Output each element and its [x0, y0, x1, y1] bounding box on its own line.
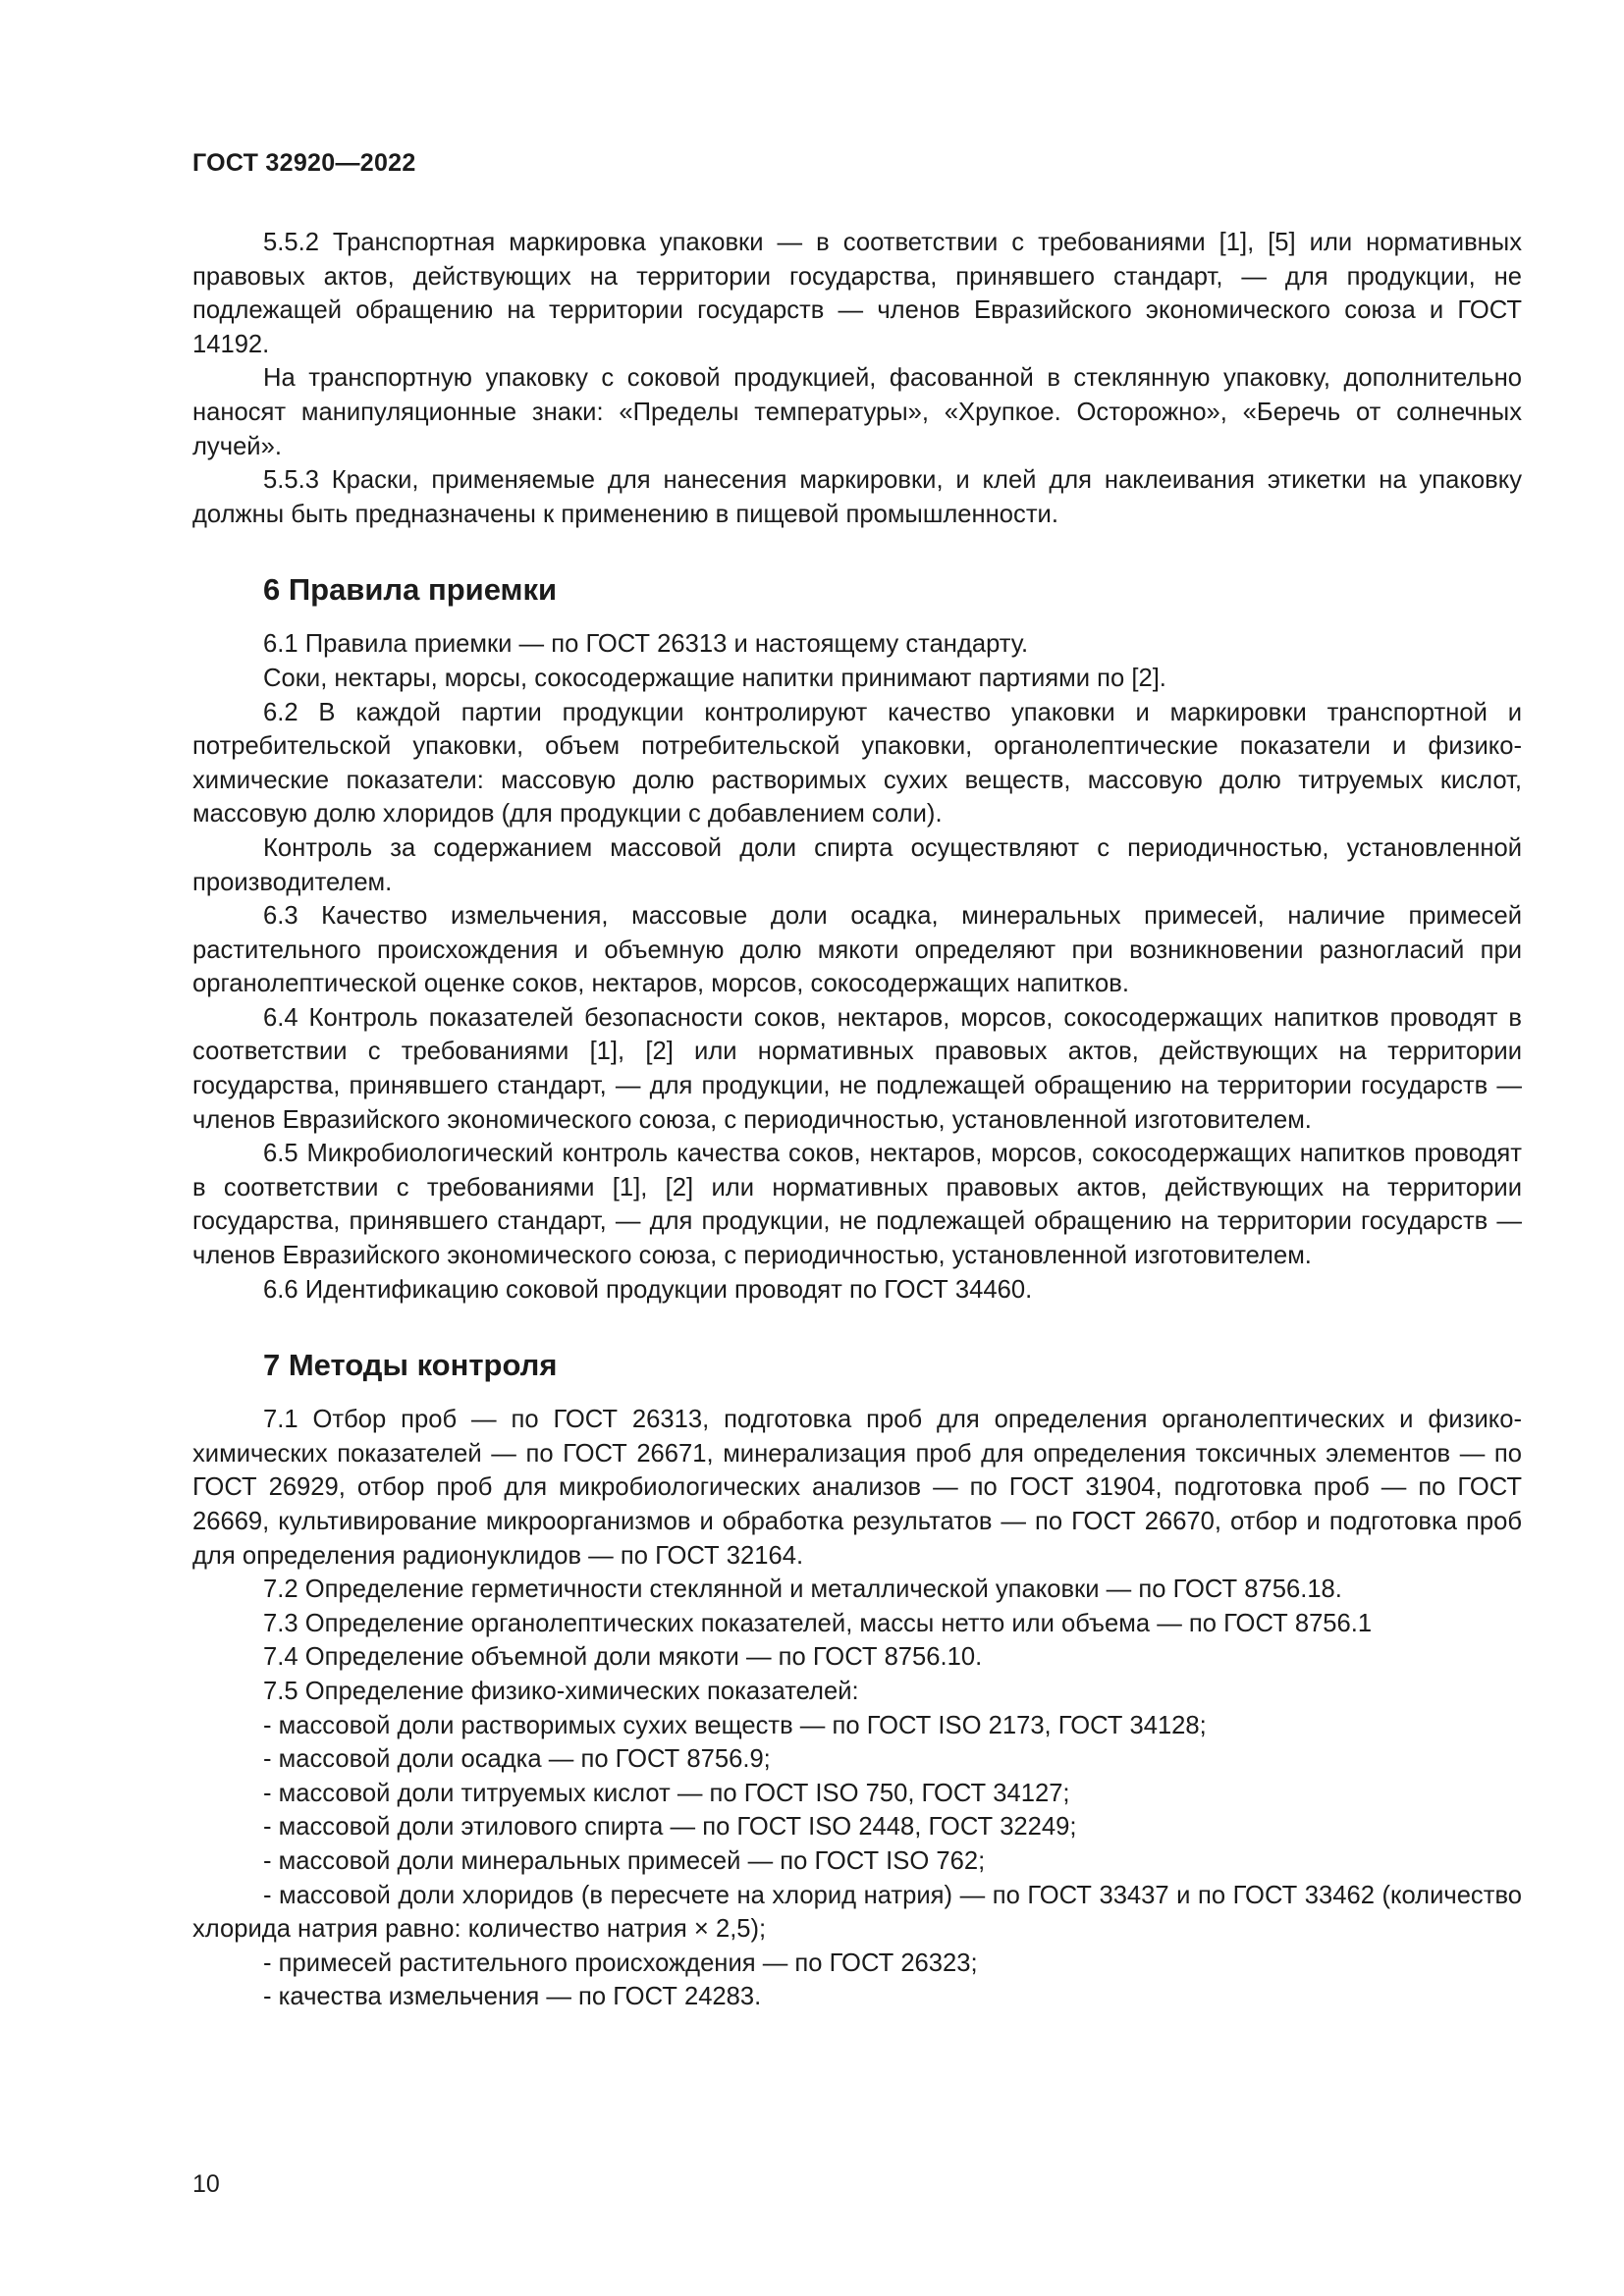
list-item-plant-impurities: - примесей растительного происхождения — по ГОСТ 26323;	[263, 1949, 978, 1977]
paragraph-7-3: 7.3 Определение органолептических показателей, массы нетто или объема — по ГОСТ 8756.1	[263, 1609, 1373, 1637]
list-item-ethyl-alcohol: - массовой доли этилового спирта — по ГОСТ ISO 2448, ГОСТ 32249;	[263, 1813, 1077, 1842]
list-item-titratable-acids: - массовой доли титруемых кислот — по ГОСТ ISO 750, ГОСТ 34127;	[263, 1779, 1070, 1807]
list-item-chlorides: - массовой доли хлоридов (в пересчете на хлорид натрия) — по ГОСТ 33437 и по ГОСТ 33462 (количество хлорида натрия равно: количество натрия × 2,5);	[192, 1881, 1522, 1944]
list-item-grinding-quality: - качества измельчения — по ГОСТ 24283.	[263, 1983, 762, 2011]
document-header: ГОСТ 32920—2022	[192, 149, 416, 177]
list-item-sediment: - массовой доли осадка — по ГОСТ 8756.9;	[263, 1745, 771, 1774]
paragraph-7-1: 7.1 Отбор проб — по ГОСТ 26313, подготовка проб для определения органолептических и физико-химических показателей — по ГОСТ 26671, минерализация проб для определения токсичных элементов — по ГОСТ 26929, отбор проб для микробиологических анализов — по ГОСТ 31904, подготовка проб — по ГОСТ 26669, культивирование микроорганизмов и обработка результатов — по ГОСТ 26670, отбор и подготовка проб для определения радионуклидов — по ГОСТ 32164.	[192, 1406, 1522, 1570]
paragraph-6-4: 6.4 Контроль показателей безопасности соков, нектаров, морсов, сокосодержащих напитков проводят в соответствии с требованиями [1], [2] или нормативных правовых актов, действующих на территории государства, принявшего стандарт, — для продукции, не подлежащей обращению на территории государств — членов Евразийского экономического союза, с периодичностью, установленной изготовителем.	[192, 1003, 1522, 1134]
paragraph-6-2: 6.2 В каждой партии продукции контролируют качество упаковки и маркировки транспортной и потребительской упаковки, объем потребительской упаковки, органолептические показатели и физико-химические показатели: массовую долю растворимых сухих веществ, массовую долю титруемых кислот, массовую долю хлоридов (для продукции с добавлением соли).	[192, 698, 1522, 828]
paragraph-batches: Соки, нектары, морсы, сокосодержащие напитки принимают партиями по [2].	[263, 664, 1166, 692]
document-body	[192, 226, 1522, 2014]
paragraph-6-1: 6.1 Правила приемки — по ГОСТ 26313 и настоящему стандарту.	[263, 630, 1029, 659]
paragraph-alcohol-control: Контроль за содержанием массовой доли спирта осуществляют с периодичностью, установленной производителем.	[192, 833, 1522, 896]
paragraph-6-6: 6.6 Идентификацию соковой продукции проводят по ГОСТ 34460.	[263, 1275, 1033, 1304]
paragraph-handling-signs: На транспортную упаковку с соковой продукцией, фасованной в стеклянную упаковку, дополнительно наносят манипуляционные знаки: «Пределы температуры», «Хрупкое. Осторожно», «Беречь от солнечных лучей».	[192, 364, 1522, 460]
list-item-mineral-impurities: - массовой доли минеральных примесей — по ГОСТ ISO 762;	[263, 1846, 986, 1875]
list-item-soluble-solids: - массовой доли растворимых сухих веществ — по ГОСТ ISO 2173, ГОСТ 34128;	[263, 1711, 1207, 1739]
paragraph-5-5-3: 5.5.3 Краски, применяемые для нанесения маркировки, и клей для наклеивания этикетки на упаковку должны быть предназначены к применению в пищевой промышленности.	[192, 466, 1522, 528]
page-number: 10	[192, 2170, 220, 2198]
section-title-6: 6 Правила приемки	[263, 572, 558, 608]
paragraph-6-5: 6.5 Микробиологический контроль качества соков, нектаров, морсов, сокосодержащих напитков проводят в соответствии с требованиями [1], [2] или нормативных правовых актов, действующих на территории государства, принявшего стандарт, — для продукции, не подлежащей обращению на территории государств — членов Евразийского экономического союза, с периодичностью, установленной изготовителем.	[192, 1140, 1522, 1270]
paragraph-5-5-2: 5.5.2 Транспортная маркировка упаковки — в соответствии с требованиями [1], [5] или нормативных правовых актов, действующих на территории государства, принявшего стандарт, — для продукции, не подлежащей обращению на территории государств — членов Евразийского экономического союза и ГОСТ 14192.	[192, 229, 1522, 358]
paragraph-7-4: 7.4 Определение объемной доли мякоти — по ГОСТ 8756.10.	[263, 1643, 983, 1672]
section-title-7: 7 Методы контроля	[263, 1348, 558, 1383]
paragraph-7-5: 7.5 Определение физико-химических показателей:	[263, 1677, 859, 1705]
paragraph-7-2: 7.2 Определение герметичности стеклянной и металлической упаковки — по ГОСТ 8756.18.	[263, 1575, 1342, 1604]
paragraph-6-3: 6.3 Качество измельчения, массовые доли осадка, минеральных примесей, наличие примесей растительного происхождения и объемную долю мякоти определяют при возникновении разногласий при органолептической оценке соков, нектаров, морсов, сокосодержащих напитков.	[192, 902, 1522, 998]
